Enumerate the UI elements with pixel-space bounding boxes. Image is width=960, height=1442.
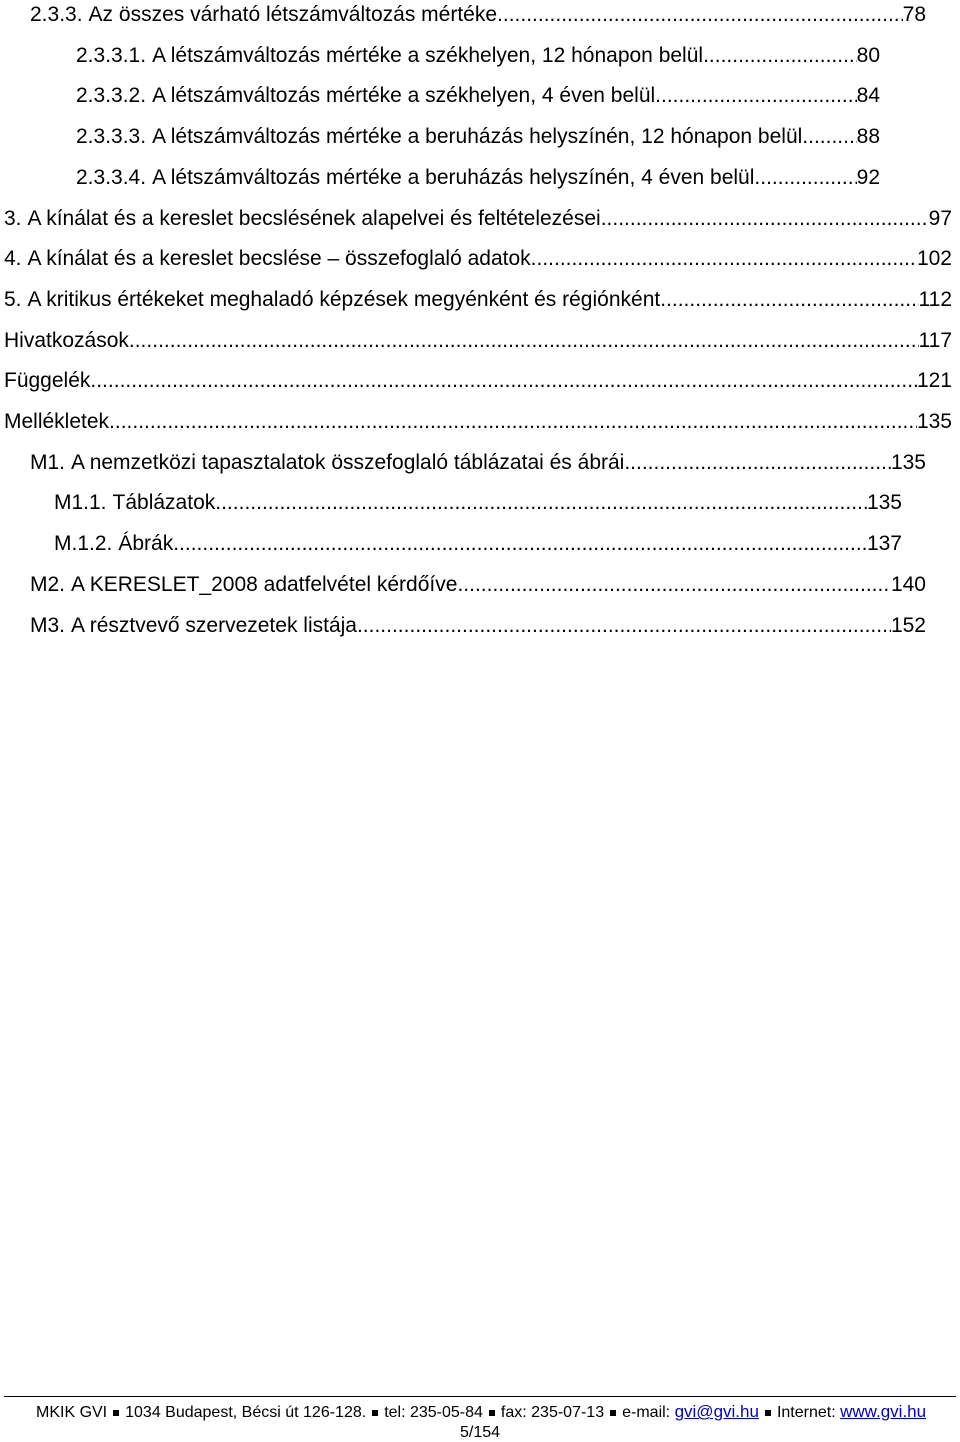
footer-email-label: e-mail: bbox=[622, 1404, 671, 1421]
toc-entry-title: A kínálat és a kereslet becslése – összefoglaló adatok bbox=[27, 247, 531, 271]
toc-dot-leader bbox=[215, 488, 867, 518]
toc-entry-page: 97 bbox=[928, 206, 952, 230]
toc-entry[interactable] bbox=[0, 326, 952, 356]
toc-entry-page: 137 bbox=[866, 532, 902, 556]
toc-entry[interactable] bbox=[0, 244, 952, 274]
toc-dot-leader bbox=[173, 529, 867, 559]
toc-entry-page: 152 bbox=[890, 613, 926, 637]
toc-entry-page: 92 bbox=[856, 165, 880, 189]
toc-entry-number: M1.1. bbox=[54, 491, 107, 515]
toc-dot-leader bbox=[660, 285, 918, 315]
toc-entry[interactable] bbox=[0, 529, 902, 559]
page-number: 5/154 bbox=[459, 1424, 501, 1441]
toc-dot-leader bbox=[497, 0, 903, 30]
toc-entry-title: A kritikus értékeket meghaladó képzések megyénként és régiónként bbox=[27, 287, 661, 311]
toc-dot-leader bbox=[90, 366, 917, 396]
footer-tel: tel: 235-05-84 bbox=[384, 1404, 483, 1421]
footer-web-label: Internet: bbox=[776, 1404, 836, 1421]
toc-dot-leader bbox=[624, 448, 891, 478]
toc-entry-number: 2.3.3.2. bbox=[76, 84, 147, 108]
footer-email-link[interactable]: gvi@gvi.hu bbox=[674, 1402, 759, 1421]
toc-entry-title: Hivatkozások bbox=[4, 328, 129, 352]
toc-entry[interactable] bbox=[0, 570, 926, 600]
toc-entry-number: 5. bbox=[4, 287, 22, 311]
toc-entry-page: 112 bbox=[918, 287, 952, 311]
toc-entry-page: 135 bbox=[890, 450, 926, 474]
bullet-separator-icon bbox=[372, 1410, 378, 1416]
toc-entry-title: Az összes várható létszámváltozás mértéke bbox=[88, 3, 498, 26]
toc-entry[interactable] bbox=[0, 204, 952, 234]
toc-entry[interactable] bbox=[0, 0, 926, 30]
toc-dot-leader bbox=[129, 326, 919, 356]
toc-entry[interactable] bbox=[0, 163, 880, 193]
toc-dot-leader bbox=[109, 407, 917, 437]
footer-contact-line bbox=[36, 1402, 926, 1422]
toc-entry-page: 121 bbox=[916, 369, 952, 393]
toc-entry-number: M1. bbox=[30, 450, 66, 474]
footer-address: 1034 Budapest, Bécsi út 126-128. bbox=[125, 1404, 367, 1421]
footer-fax: fax: 235-07-13 bbox=[500, 1404, 605, 1421]
toc-entry[interactable] bbox=[0, 407, 952, 437]
toc-entry[interactable] bbox=[0, 366, 952, 396]
toc-dot-leader bbox=[531, 244, 917, 274]
toc-dot-leader bbox=[601, 204, 929, 234]
toc-entry-title: A létszámváltozás mértéke a beruházás helyszínén, 12 hónapon belül bbox=[152, 125, 803, 149]
toc-entry-title: Ábrák bbox=[118, 532, 174, 556]
footer-divider bbox=[4, 1396, 956, 1397]
toc-entry-page: 84 bbox=[856, 84, 880, 108]
toc-dot-leader bbox=[357, 611, 891, 641]
toc-dot-leader bbox=[802, 122, 856, 152]
bullet-separator-icon bbox=[610, 1410, 616, 1416]
toc-entry-title: A létszámváltozás mértéke a beruházás helyszínén, 4 éven belül bbox=[152, 165, 755, 189]
toc-entry-title: Táblázatok bbox=[112, 491, 216, 515]
toc-entry-number: 2.3.3.4. bbox=[76, 165, 147, 189]
bullet-separator-icon bbox=[765, 1410, 771, 1416]
toc-entry-title: Függelék bbox=[4, 369, 91, 393]
toc-entry[interactable] bbox=[0, 122, 880, 152]
toc-entry-number: M2. bbox=[30, 572, 66, 596]
toc-entry-title: A kínálat és a kereslet becslésének alapelvei és feltételezései bbox=[27, 206, 601, 230]
toc-entry-title: Mellékletek bbox=[4, 410, 110, 433]
toc-entry-title: A résztvevő szervezetek listája bbox=[71, 613, 357, 637]
toc-dot-leader bbox=[655, 81, 856, 111]
toc-entry[interactable] bbox=[0, 41, 880, 71]
toc-entry-page: 117 bbox=[918, 328, 952, 352]
toc-entry-number: M.1.2. bbox=[54, 532, 113, 556]
toc-entry[interactable] bbox=[0, 285, 952, 315]
toc-entry-page: 88 bbox=[856, 125, 880, 149]
toc-entry[interactable] bbox=[0, 448, 926, 478]
toc-entry-title: A KERESLET_2008 adatfelvétel kérdőíve bbox=[71, 572, 458, 596]
toc-entry-title: A létszámváltozás mértéke a székhelyen, 12 hónapon belül bbox=[152, 43, 704, 67]
toc-dot-leader bbox=[457, 570, 891, 600]
toc-entry-number: 4. bbox=[4, 247, 22, 271]
toc-entry-number: M3. bbox=[30, 613, 66, 637]
toc-entry[interactable] bbox=[0, 488, 902, 518]
toc-entry-number: 2.3.3.1. bbox=[76, 43, 147, 67]
footer-web-link[interactable]: www.gvi.hu bbox=[840, 1402, 927, 1421]
toc-entry-number: 2.3.3. bbox=[30, 3, 83, 26]
toc-entry-page: 135 bbox=[916, 410, 952, 433]
toc-entry[interactable] bbox=[0, 81, 880, 111]
toc-dot-leader bbox=[703, 41, 857, 71]
toc-entry-page: 102 bbox=[916, 247, 952, 271]
toc-entry-number: 2.3.3.3. bbox=[76, 125, 147, 149]
toc-entry-page: 78 bbox=[902, 3, 926, 26]
toc-entry-page: 140 bbox=[890, 572, 926, 596]
toc-entry[interactable] bbox=[0, 611, 926, 641]
toc-entry-title: A létszámváltozás mértéke a székhelyen, 4 éven belül bbox=[152, 84, 656, 108]
toc-entry-number: 3. bbox=[4, 206, 22, 230]
bullet-separator-icon bbox=[489, 1410, 495, 1416]
toc-entry-page: 135 bbox=[866, 491, 902, 515]
toc-dot-leader bbox=[754, 163, 856, 193]
toc-entry-page: 80 bbox=[856, 43, 880, 67]
toc-entry-title: A nemzetközi tapasztalatok összefoglaló táblázatai és ábrái bbox=[71, 450, 625, 474]
bullet-separator-icon bbox=[113, 1410, 119, 1416]
footer-org: MKIK GVI bbox=[36, 1404, 108, 1421]
